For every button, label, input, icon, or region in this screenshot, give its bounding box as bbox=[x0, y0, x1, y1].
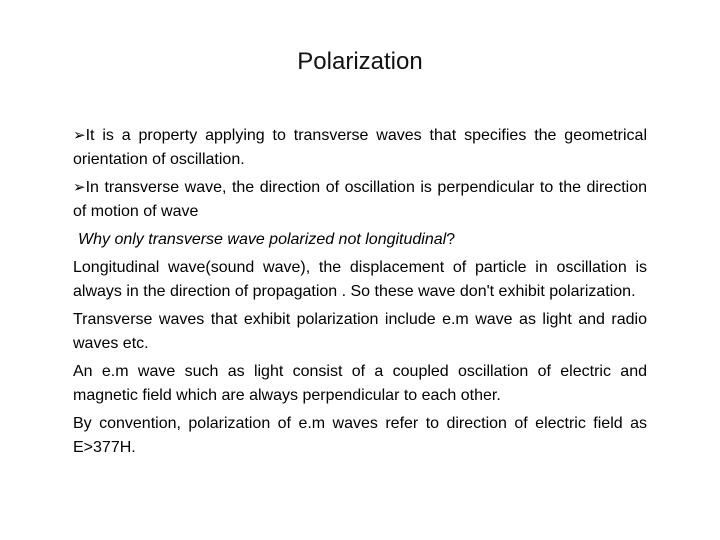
paragraph: An e.m wave such as light consist of a coupled oscillation of electric and magnetic field which are always perpendicular to each other. bbox=[73, 363, 647, 404]
slide-body bbox=[73, 124, 647, 464]
question-line bbox=[73, 228, 647, 252]
arrow-bullet-icon: ➢ bbox=[73, 179, 86, 196]
slide-title: Polarization bbox=[297, 48, 423, 75]
bullet-text: It is a property applying to transverse waves that specifies the geometrical orientation of oscillation. bbox=[73, 127, 647, 168]
bullet-text: In transverse wave, the direction of oscillation is perpendicular to the direction of motion of wave bbox=[73, 179, 647, 220]
paragraph: Longitudinal wave(sound wave), the displacement of particle in oscillation is always in the direction of propagation . So these wave don't exhibit polarization. bbox=[73, 259, 647, 300]
paragraph: By convention, polarization of e.m waves refer to direction of electric field as E>377H. bbox=[73, 415, 647, 456]
bullet-item bbox=[73, 124, 647, 172]
paragraph: Transverse waves that exhibit polarization include e.m wave as light and radio waves etc. bbox=[73, 311, 647, 352]
question-mark: ? bbox=[446, 231, 456, 248]
bullet-item bbox=[73, 176, 647, 224]
arrow-bullet-icon: ➢ bbox=[73, 127, 86, 144]
question-text: Why only transverse wave polarized not longitudinal bbox=[78, 231, 447, 248]
